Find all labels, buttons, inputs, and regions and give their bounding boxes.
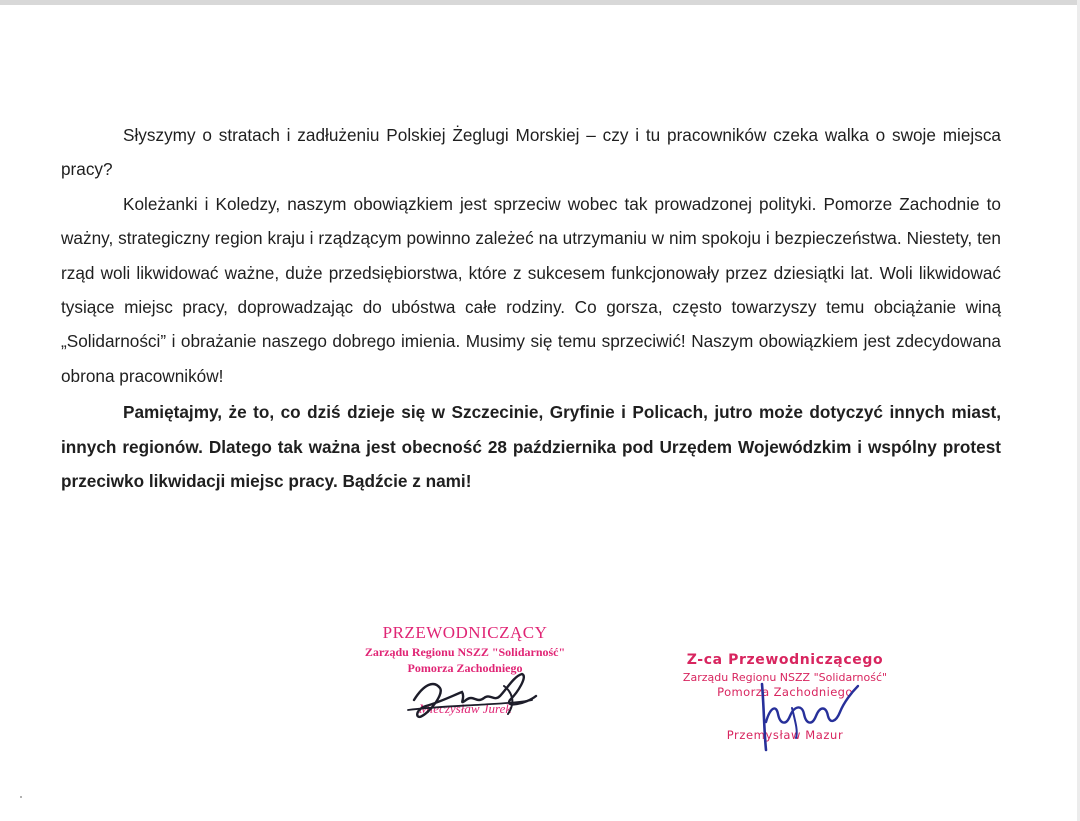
letter-body: [61, 118, 1001, 498]
signature-chairman: [400, 666, 540, 726]
paragraph-shipping: Słyszymy o stratach i zadłużeniu Polskiej Żeglugi Morskiej – czy i tu pracowników czeka walka o swoje miejsca pracy?: [61, 125, 1001, 180]
stamp-chairman-region: Pomorza Zachodniego: [407, 661, 523, 675]
signature-vice-chairman: [752, 678, 862, 752]
stamp-chairman-board: Zarządu Regionu NSZZ "Solidarność": [364, 645, 566, 659]
scan-speck: [20, 796, 22, 798]
stamp-vice-chairman-region: Pomorza Zachodniego: [717, 685, 853, 699]
stamp-vice-chairman-name: Przemysław Mazur: [726, 728, 844, 742]
stamp-vice-chairman-title: Z-ca Przewodniczącego: [686, 652, 884, 668]
paragraph-call-to-action: Pamiętajmy, że to, co dziś dzieje się w Szczecinie, Gryfinie i Policach, jutro może dotyczyć innych miast, innych regionów. Dlatego tak ważna jest obecność 28 października pod Urzędem Wojewódzkim i wspólny protest przeciwko likwidacji miejsc pracy. Bądźcie z nami!: [61, 402, 1001, 492]
stamp-vice-chairman-board: Zarządu Regionu NSZZ "Solidarność": [682, 671, 888, 684]
paragraph-duty: Koleżanki i Koledzy, naszym obowiązkiem jest sprzeciw wobec tak prowadzonej polityki. Pomorze Zachodnie to ważny, strategiczny region kraju i rządzącym powinno zależeć na utrzymaniu w nim spokoju i bezpieczeństwa. Niestety, ten rząd woli likwidować ważne, duże przedsiębiorstwa, które z sukcesem funkcjonowały przez dziesiątki lat. Woli likwidować tysiące miejsc pracy, doprowadzając do ubóstwa całe rodziny. Co gorsza, często towarzyszy temu obciążanie winą „Solidarności” i obrażanie naszego dobrego imienia. Musimy się temu sprzeciwić! Naszym obowiązkiem jest zdecydowana obrona pracowników!: [61, 193, 1001, 386]
stamp-chairman-name: Mieczysław Jurek: [418, 701, 512, 716]
stamp-chairman-title: PRZEWODNICZĄCY: [382, 623, 548, 642]
scan-top-edge: [0, 0, 1080, 5]
